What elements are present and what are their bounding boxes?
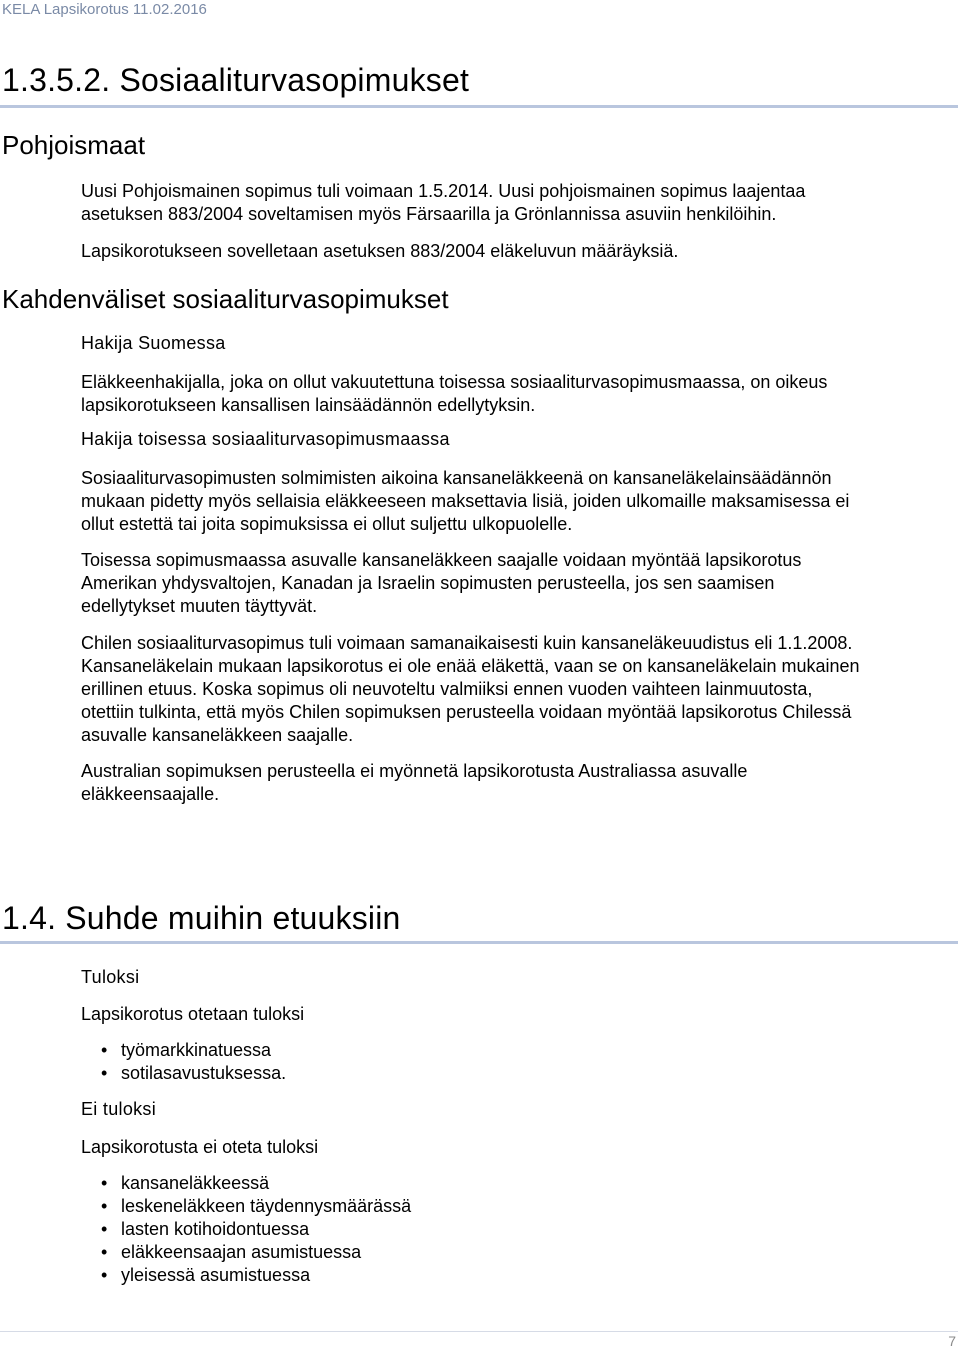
list-item: • lasten kotihoidontuessa	[101, 1219, 310, 1239]
list-not-income	[81, 1172, 411, 1287]
paragraph-australia: Australian sopimuksen perusteella ei myönnetä lapsikorotusta Australiassa asuvalle eläkkeensaajalle.	[81, 761, 748, 804]
footer-rule	[0, 1331, 958, 1332]
bullet-icon: •	[101, 1265, 108, 1285]
subheading-not-income: Ei tuloksi	[81, 1099, 157, 1119]
bullet-icon: •	[101, 1219, 108, 1239]
paragraph-nordic-rules: Lapsikorotukseen sovelletaan asetuksen 883/2004 eläkeluvun määräyksiä.	[81, 241, 679, 261]
subheading-applicant-abroad: Hakija toisessa sosiaaliturvasopimusmaassa	[81, 429, 450, 449]
list-item: • eläkkeensaajan asumistuessa	[101, 1242, 362, 1262]
paragraph-nordic-agreement: Uusi Pohjoismainen sopimus tuli voimaan 1.5.2014. Uusi pohjoismainen sopimus laajentaa asetuksen 883/2004 soveltamisen myös Färsaarilla ja Grönlannissa asuviin henkilöihin.	[81, 181, 806, 224]
list-item: • työmarkkinatuessa	[101, 1040, 272, 1060]
subheading-income: Tuloksi	[81, 967, 140, 987]
section-title-rule	[0, 105, 958, 108]
paragraph-applicant-abroad: Sosiaaliturvasopimusten solmimisten aikoina kansaneläkkeenä on kansaneläkelainsäädännön mukaan pidetty myös sellaisia eläkkeeseen maksettavia lisiä, joiden ulkomaille maksamisessa ei ollut estettä tai joita sopimuksissa ei ollut suljettu ulkopuolelle.	[81, 468, 850, 534]
bullet-icon: •	[101, 1173, 108, 1193]
list-income	[81, 1039, 286, 1085]
list-item: • yleisessä asumistuessa	[101, 1265, 311, 1285]
paragraph-income-intro: Lapsikorotus otetaan tuloksi	[81, 1004, 305, 1024]
paragraph-chile: Chilen sosiaaliturvasopimus tuli voimaan samanaikaisesti kuin kansaneläkeuudistus eli 1.1.2008. Kansaneläkelain mukaan lapsikorotus ei ole enää eläkettä, vaan se on kansaneläkelain mukainen erillinen etuus. Koska sopimus oli neuvoteltu valmiiksi ennen vuoden vaihteen lainmuutosta, otettiin tulkinta, että myös Chilen sopimuksen perusteella voidaan myöntää lapsikorotus Chilessä asuvalle kansaneläkkeen saajalle.	[81, 633, 860, 745]
heading-bilateral: Kahdenväliset sosiaaliturvasopimukset	[2, 284, 449, 314]
bullet-icon: •	[101, 1063, 108, 1083]
list-item: • leskeneläkkeen täydennysmäärässä	[101, 1196, 412, 1216]
list-item: • sotilasavustuksessa.	[101, 1063, 287, 1083]
bullet-icon: •	[101, 1040, 108, 1060]
heading-nordic: Pohjoismaat	[2, 130, 146, 160]
paragraph-usa-canada-israel: Toisessa sopimusmaassa asuvalle kansaneläkkeen saajalle voidaan myöntää lapsikorotus Amerikan yhdysvaltojen, Kanadan ja Israelin sopimusten perusteella, jos sen saamisen edellytykset muuten täyttyvät.	[81, 550, 802, 616]
paragraph-not-income-intro: Lapsikorotusta ei oteta tuloksi	[81, 1137, 319, 1157]
section-title: 1.3.5.2. Sosiaaliturvasopimukset	[2, 62, 470, 98]
bullet-icon: •	[101, 1196, 108, 1216]
list-item: • kansaneläkkeessä	[101, 1173, 270, 1193]
section-title-2-rule	[0, 941, 958, 944]
bullet-icon: •	[101, 1242, 108, 1262]
page-number: 7	[948, 1333, 956, 1349]
document-header: KELA Lapsikorotus 11.02.2016	[2, 1, 207, 18]
subheading-applicant-finland: Hakija Suomessa	[81, 333, 226, 353]
section-title-2: 1.4. Suhde muihin etuuksiin	[2, 900, 401, 936]
paragraph-applicant-finland: Eläkkeenhakijalla, joka on ollut vakuutettuna toisessa sosiaaliturvasopimusmaassa, on oikeus lapsikorotukseen kansallisen lainsäädännön edellytyksin.	[81, 372, 828, 415]
